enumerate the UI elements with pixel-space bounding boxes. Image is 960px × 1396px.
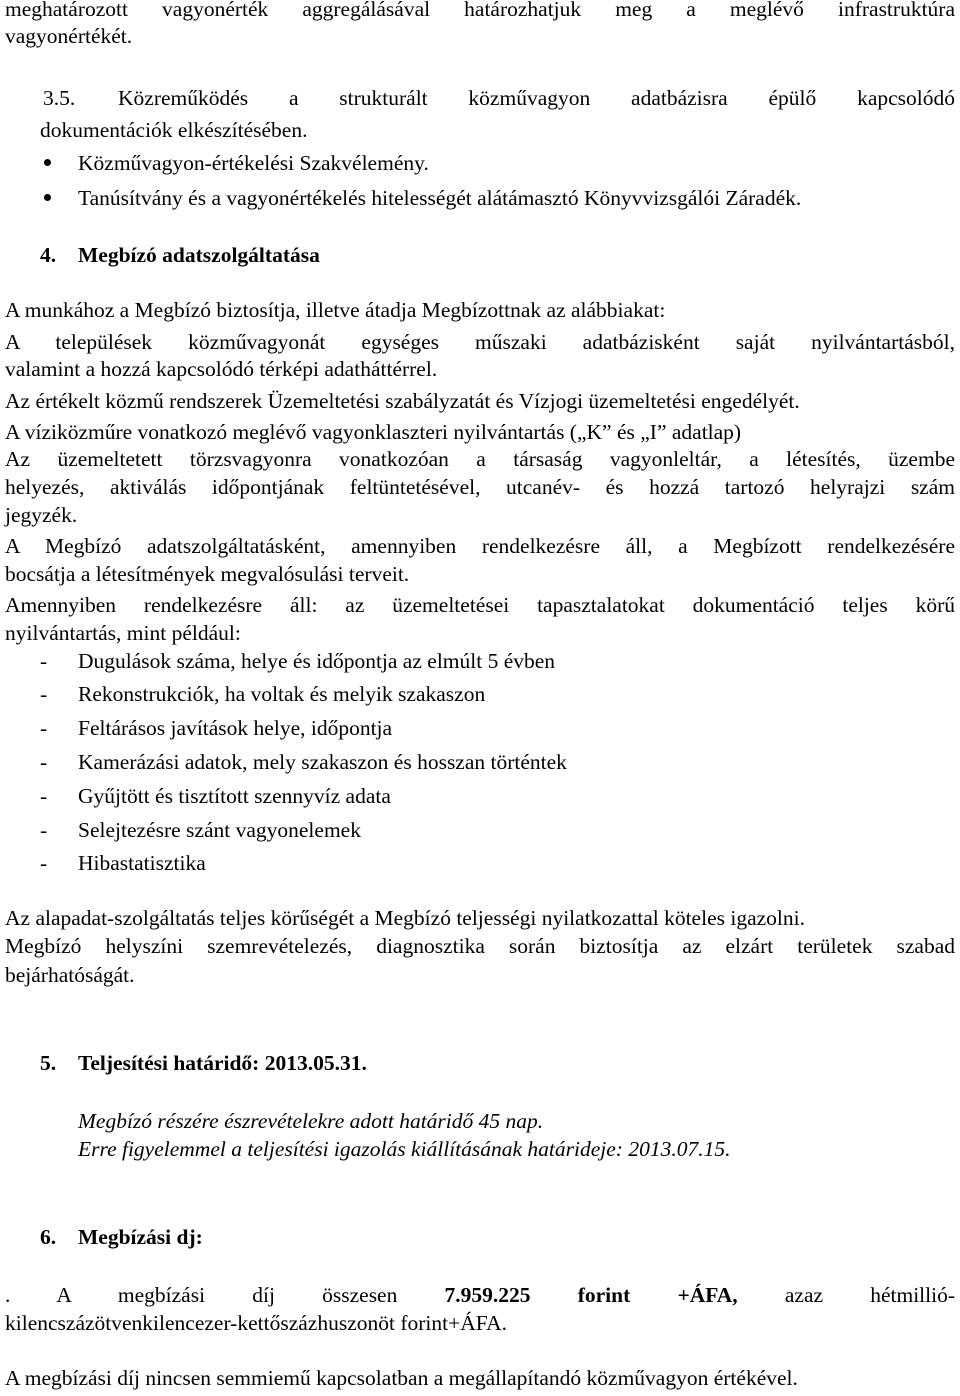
body-text-line: A víziközműre vonatkozó meglévő vagyonklaszteri nyilvántartás („K” és „I” adatlap) (5, 420, 742, 444)
bullet-icon (44, 159, 51, 166)
bullet-item: Tanúsítvány és a vagyonértékelés hitelességét alátámasztó Könyvvizsgálói Záradék. (78, 186, 802, 210)
fee-text-post: azaz hétmillió- (737, 1283, 956, 1307)
section-number: 6. (40, 1225, 57, 1249)
list-item: Hibastatisztika (78, 851, 206, 875)
section-title: Megbízási dj: (78, 1225, 203, 1249)
body-text-line: Az értékelt közmű rendszerek Üzemeltetési szabályzatát és Vízjogi üzemeltetési engedélyét. (5, 389, 800, 413)
fee-line-2: kilencszázötvenkilencezer-kettőszázhuszonöt forint+ÁFA. (5, 1311, 508, 1335)
list-item: Rekonstrukciók, ha voltak és melyik szakaszon (78, 682, 486, 706)
section-3-5-heading (5, 85, 955, 111)
body-text-line: vagyonértékét. (5, 24, 133, 48)
section-title: Megbízó adatszolgáltatása (78, 243, 320, 267)
body-text-line: Amennyiben rendelkezésre áll: az üzemeltetései tapasztalatokat dokumentáció teljes körű (5, 593, 955, 617)
list-item: Kamerázási adatok, mely szakaszon és hosszan történtek (78, 750, 567, 774)
list-item: Dugulások száma, helye és időpontja az elmúlt 5 évben (78, 649, 556, 673)
fee-text: . A megbízási díj összesen (5, 1283, 445, 1307)
fee-line (5, 1282, 955, 1308)
body-text-line: jegyzék. (5, 503, 78, 527)
bullet-item: Közművagyon-értékelési Szakvélemény. (78, 151, 429, 175)
body-text-line: valamint a hozzá kapcsolódó térképi adatháttérrel. (5, 357, 438, 381)
body-text-line: Az alapadat-szolgáltatás teljes körűségét a Megbízó teljességi nyilatkozattal köteles igazolni. (5, 906, 805, 930)
body-text-line: A települések közművagyonát egységes műszaki adatbázisként saját nyilvántartásból, (5, 330, 955, 354)
body-text-line: Az üzemeltetett törzsvagyonra vonatkozóan a társaság vagyonleltár, a létesítés, üzembe (5, 447, 955, 471)
section-3-5-line1: Közreműködés a strukturált közművagyon adatbázisra épülő kapcsolódó (118, 86, 955, 110)
fee-amount: 7.959.225 forint +ÁFA, (444, 1283, 738, 1307)
section-3-5-line2: dokumentációk elkészítésében. (40, 118, 308, 142)
final-statement: A megbízási díj nincsen semmiemű kapcsolatban a megállapítandó közművagyon értékével. (5, 1366, 798, 1390)
dash-marker: - (40, 649, 48, 673)
section-number: 3.5. (43, 86, 76, 110)
body-text-line: bejárhatóságát. (5, 963, 135, 987)
dash-marker: - (40, 851, 48, 875)
section-number: 4. (40, 243, 57, 267)
italic-note: Megbízó részére észrevételekre adott határidő 45 nap. (78, 1109, 544, 1133)
section-number: 5. (40, 1051, 57, 1075)
dash-marker: - (40, 784, 48, 808)
body-text-line: meghatározott vagyonérték aggregálásával határozhatjuk meg a meglévő infrastruktúra (5, 0, 955, 21)
italic-note: Erre figyelemmel a teljesítési igazolás kiállításának határideje: 2013.07.15. (78, 1137, 731, 1161)
list-item: Gyűjtött és tisztított szennyvíz adata (78, 784, 391, 808)
dash-marker: - (40, 716, 48, 740)
body-text-line: A Megbízó adatszolgáltatásként, amennyiben rendelkezésre áll, a Megbízott rendelkezésére (5, 534, 955, 558)
body-text-line: bocsátja a létesítmények megvalósulási terveit. (5, 562, 410, 586)
list-item: Feltárásos javítások helye, időpontja (78, 716, 393, 740)
bullet-icon (44, 194, 51, 201)
body-text-line: Megbízó helyszíni szemrevételezés, diagnosztika során biztosítja az elzárt területek szabad (5, 934, 955, 958)
dash-marker: - (40, 818, 48, 842)
section-title: Teljesítési határidő: 2013.05.31. (78, 1051, 367, 1075)
body-text-line: A munkához a Megbízó biztosítja, illetve átadja Megbízottnak az alábbiakat: (5, 298, 666, 322)
dash-marker: - (40, 682, 48, 706)
dash-marker: - (40, 750, 48, 774)
body-text-line: helyezés, aktiválás időpontjának feltüntetésével, utcanév- és hozzá tartozó helyrajzi szám (5, 475, 955, 499)
list-item: Selejtezésre szánt vagyonelemek (78, 818, 361, 842)
body-text-line: nyilvántartás, mint például: (5, 621, 241, 645)
